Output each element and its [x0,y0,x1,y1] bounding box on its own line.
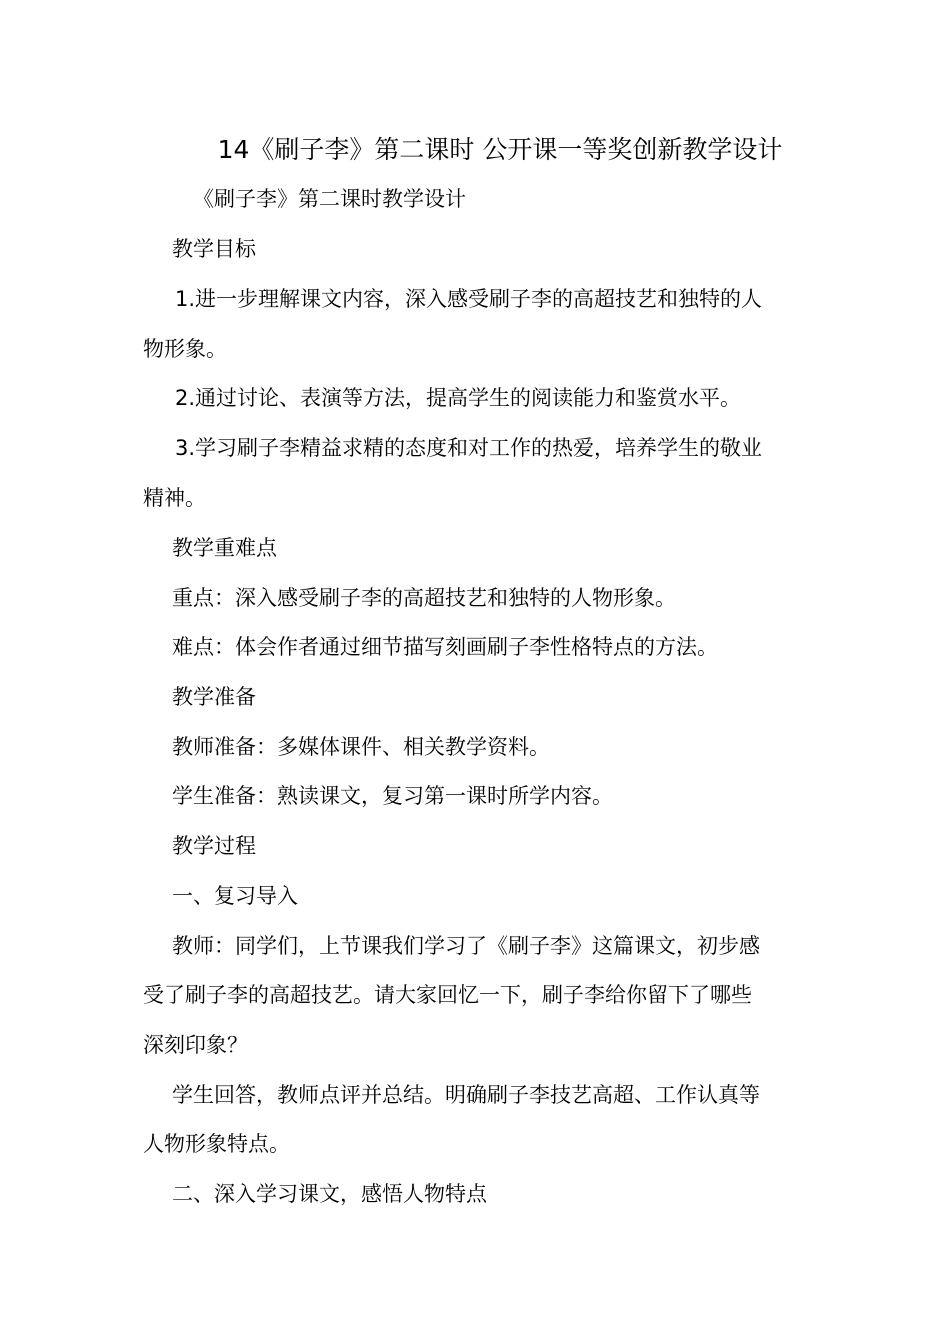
process-section-2: 二、深入学习课文，感悟人物特点 [172,1182,487,1206]
goal-item-3-line-2: 精神。 [143,486,206,510]
student-answer-line-1: 学生回答，教师点评并总结。明确刷子李技艺高超、工作认真等 [172,1083,760,1107]
teacher-speech-line-1: 教师：同学们，上节课我们学习了《刷子李》这篇课文，初步感 [172,934,760,958]
goals-heading: 教学目标 [172,237,256,261]
process-section-1: 一、复习导入 [172,884,298,908]
goal-item-1-line-1: 1.进一步理解课文内容，深入感受刷子李的高超技艺和独特的人 [175,287,763,311]
teacher-speech-line-2: 受了刷子李的高超技艺。请大家回忆一下，刷子李给你留下了哪些 [143,983,752,1007]
key-points-heading: 教学重难点 [172,536,277,560]
teacher-speech-line-3: 深刻印象？ [143,1033,248,1057]
preparation-teacher: 教师准备：多媒体课件、相关教学资料。 [172,735,550,759]
goal-item-3-line-1: 3.学习刷子李精益求精的态度和对工作的热爱，培养学生的敬业 [175,436,763,460]
document-subtitle: 《刷子李》第二课时教学设计 [193,187,466,211]
document-title: 14《刷子李》第二课时 公开课一等奖创新教学设计 [217,135,783,164]
process-heading: 教学过程 [172,834,256,858]
student-answer-line-2: 人物形象特点。 [143,1132,290,1156]
preparation-heading: 教学准备 [172,685,256,709]
key-point-difficulty: 难点：体会作者通过细节描写刻画刷子李性格特点的方法。 [172,635,718,659]
preparation-student: 学生准备：熟读课文，复习第一课时所学内容。 [172,784,613,808]
key-point-focus: 重点：深入感受刷子李的高超技艺和独特的人物形象。 [172,586,676,610]
goal-item-1-line-2: 物形象。 [143,337,227,361]
goal-item-2: 2.通过讨论、表演等方法，提高学生的阅读能力和鉴赏水平。 [175,386,742,410]
